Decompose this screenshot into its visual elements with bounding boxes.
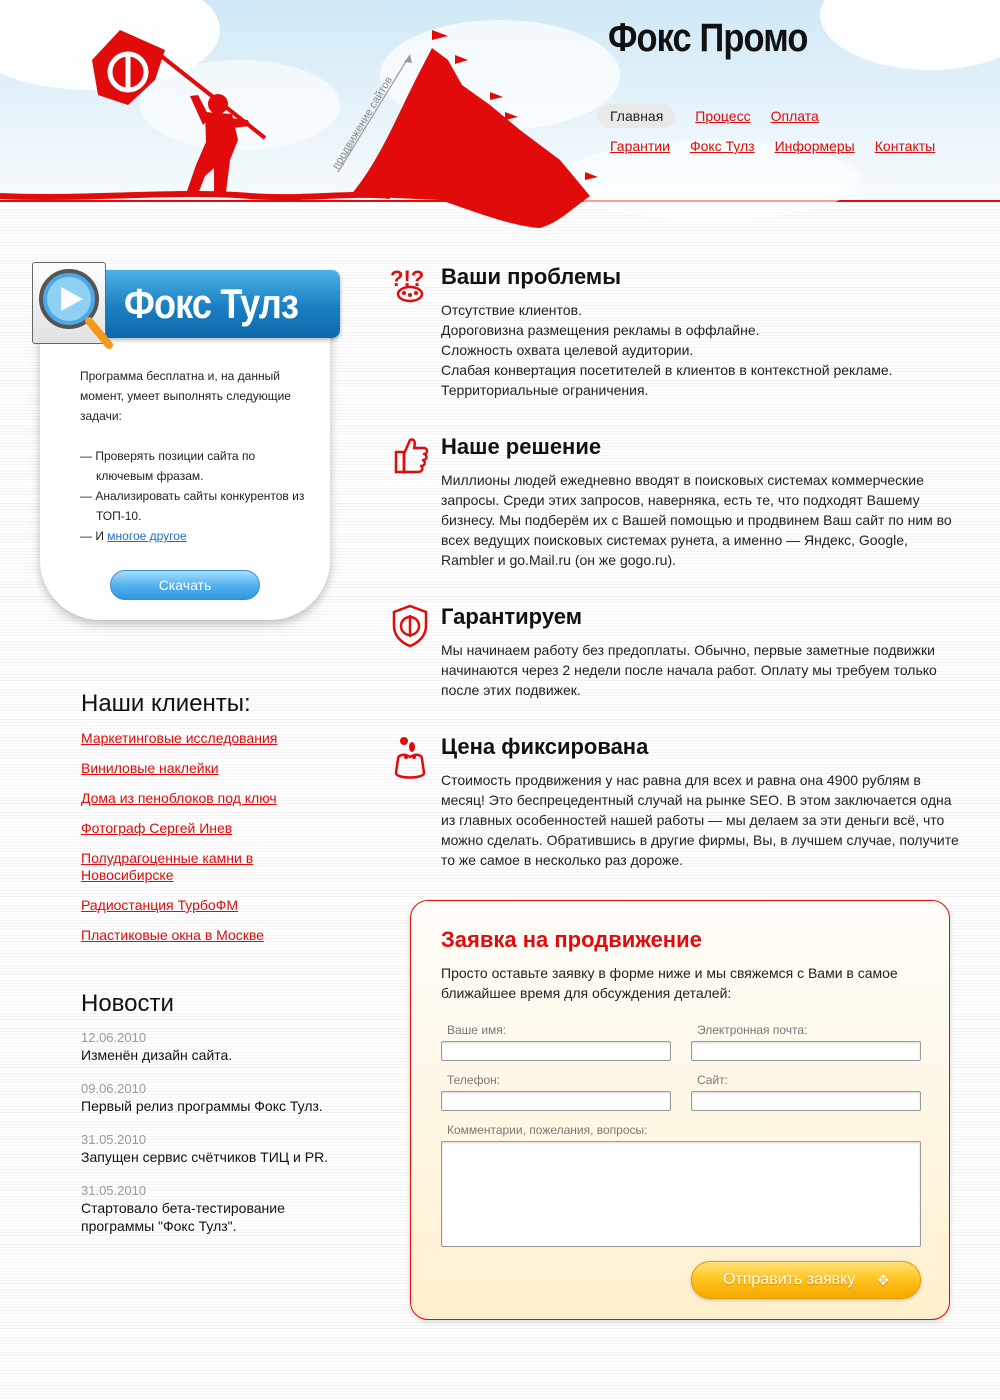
section-title: Цена фиксирована [441, 734, 649, 759]
sparkle-icon: ✥ [877, 1271, 890, 1288]
form-title: Заявка на продвижение [441, 927, 702, 952]
client-link[interactable]: Радиостанция ТурбоФМ [81, 897, 239, 913]
news-list [81, 1030, 341, 1252]
news-date: 09.06.2010 [81, 1081, 147, 1096]
comments-label: Комментарии, пожелания, вопросы: [447, 1123, 648, 1137]
main-nav [598, 103, 958, 163]
fox-tools-feature: — Анализировать сайты конкурентов из ТОП-10. [80, 489, 305, 523]
question-exclamation-icon [390, 264, 430, 308]
section-body: Миллионы людей ежедневно вводят в поисковых системах коммерческие запросы. Среди этих запросов, наверняка, есть те, что подходят Вашему бизнесу. Мы подберём их с Вашей помощью и продвинем Ваш сайт по ним во всех ведущих поисковых системах рунета, а именно — Яндекс, Google, Rambler и go.Mail.ru (он же gogo.ru). [441, 472, 952, 568]
news-item [81, 1081, 341, 1115]
list-item [81, 790, 341, 807]
news-text: Запущен сервис счётчиков ТИЦ и PR. [81, 1149, 329, 1165]
submit-button-label: Отправить заявку [722, 1271, 856, 1288]
clients-list [81, 730, 341, 957]
fox-tools-feature [80, 526, 310, 546]
phone-input[interactable] [441, 1091, 671, 1111]
client-link[interactable]: Пластиковые окна в Москве [81, 927, 264, 943]
news-text: Первый релиз программы Фокс Тулз. [81, 1098, 323, 1114]
news-item [81, 1030, 341, 1064]
news-text: Стартовало бета-тестирование программы "Фокс Тулз". [81, 1200, 285, 1234]
submit-request-button[interactable] [691, 1261, 921, 1299]
site-title: Фокс Промо [608, 16, 808, 60]
fox-tools-description [80, 366, 310, 546]
magnifier-play-icon [32, 262, 106, 344]
problem-line: Дороговизна размещения рекламы в оффлайне. [441, 322, 760, 338]
problem-line: Сложность охвата целевой аудитории. [441, 342, 694, 358]
section-price [390, 734, 960, 870]
comments-textarea[interactable] [441, 1141, 921, 1247]
clients-heading: Наши клиенты: [81, 690, 251, 717]
header-illustration [0, 0, 620, 232]
news-date: 12.06.2010 [81, 1030, 147, 1045]
nav-row-primary [598, 103, 958, 129]
site-input[interactable] [691, 1091, 921, 1111]
news-text: Изменён дизайн сайта. [81, 1047, 233, 1063]
nav-item-informers[interactable]: Информеры [774, 138, 855, 154]
section-body: Стоимость продвижения у нас равна для всех и равна она 4900 рублям в месяц! Это беспрецедентный случай на рынке SEO. В этом заключается одна из главных особенностей нашей работы — мы делаем за эти деньги всё, что можно сделать. Обратившись в другие фирмы, Вы, в лучшем случае, получите то же самое в несколько раз дороже. [441, 772, 959, 868]
section-body: Мы начинаем работу без предоплаты. Обычно, первые заметные подвижки начинаются через 2 недели после начала работ. Оплату мы требуем только после этих подвижек. [441, 642, 937, 698]
fox-tools-banner-title: Фокс Тулз [124, 280, 299, 327]
nav-item-contacts[interactable]: Контакты [874, 138, 936, 154]
fox-tools-feature-list [80, 446, 310, 546]
nav-item-process[interactable]: Процесс [695, 108, 751, 124]
section-guarantee [390, 604, 960, 700]
fox-tools-feature: — Проверять позиции сайта по ключевым фразам. [80, 449, 256, 483]
section-title: Наше решение [441, 434, 602, 459]
fox-tools-more-prefix: — И [80, 529, 108, 543]
nav-item-home[interactable]: Главная [598, 104, 675, 128]
fox-tools-intro: Программа бесплатна и, на данный момент, умеет выполнять следующие задачи: [80, 369, 291, 423]
name-input[interactable] [441, 1041, 671, 1061]
cloud-decoration [820, 0, 1000, 70]
news-heading: Новости [81, 990, 174, 1017]
list-item [81, 897, 341, 914]
client-link[interactable]: Полудрагоценные камни в Новосибирске [81, 850, 254, 883]
list-item [81, 820, 341, 837]
form-description: Просто оставьте заявку в форме ниже и мы свяжемся с Вами в самое ближайшее время для обсуждения деталей: [441, 965, 898, 1001]
client-link[interactable]: Виниловые наклейки [81, 760, 219, 776]
more-features-link[interactable]: многое другое [107, 529, 187, 543]
download-button[interactable]: Скачать [110, 570, 260, 600]
email-label: Электронная почта: [697, 1023, 808, 1037]
list-item [81, 760, 341, 777]
promotion-request-form [410, 900, 950, 1320]
phone-label: Телефон: [447, 1073, 501, 1087]
art-caption: продвижение сайтов [330, 74, 396, 172]
name-label: Ваше имя: [447, 1023, 507, 1037]
section-problems [390, 264, 960, 400]
fox-tools-banner [102, 270, 340, 338]
man-silhouette-icon [186, 94, 250, 194]
list-item [81, 850, 281, 884]
thumbs-up-icon [390, 434, 430, 478]
problem-line: Территориальные ограничения. [441, 382, 649, 398]
shield-icon [390, 604, 430, 648]
list-item [81, 730, 341, 747]
section-title: Гарантируем [441, 604, 582, 629]
nav-item-payment[interactable]: Оплата [770, 108, 819, 124]
site-label: Сайт: [697, 1073, 729, 1087]
nav-item-guarantees[interactable]: Гарантии [610, 138, 670, 154]
nav-row-secondary [598, 133, 958, 159]
section-title: Ваши проблемы [441, 264, 621, 289]
news-date: 31.05.2010 [81, 1132, 147, 1147]
news-item [81, 1132, 341, 1166]
nav-item-fox-tools[interactable]: Фокс Тулз [689, 138, 755, 154]
client-link[interactable]: Дома из пеноблоков под ключ [81, 790, 277, 806]
list-item [81, 927, 341, 944]
ground-line [0, 194, 390, 197]
section-solution [390, 434, 960, 570]
wallet-coin-icon [390, 734, 430, 784]
section-body [441, 300, 960, 400]
client-link[interactable]: Фотограф Сергей Инев [81, 820, 233, 836]
email-input[interactable] [691, 1041, 921, 1061]
header [0, 0, 1000, 202]
svg-text:?!?: ?!? [390, 266, 425, 291]
news-date: 31.05.2010 [81, 1183, 147, 1198]
problem-line: Слабая конвертация посетителей в клиентов в контекстной рекламе. [441, 362, 893, 378]
problem-line: Отсутствие клиентов. [441, 302, 582, 318]
client-link[interactable]: Маркетинговые исследования [81, 730, 278, 746]
news-item [81, 1183, 341, 1235]
